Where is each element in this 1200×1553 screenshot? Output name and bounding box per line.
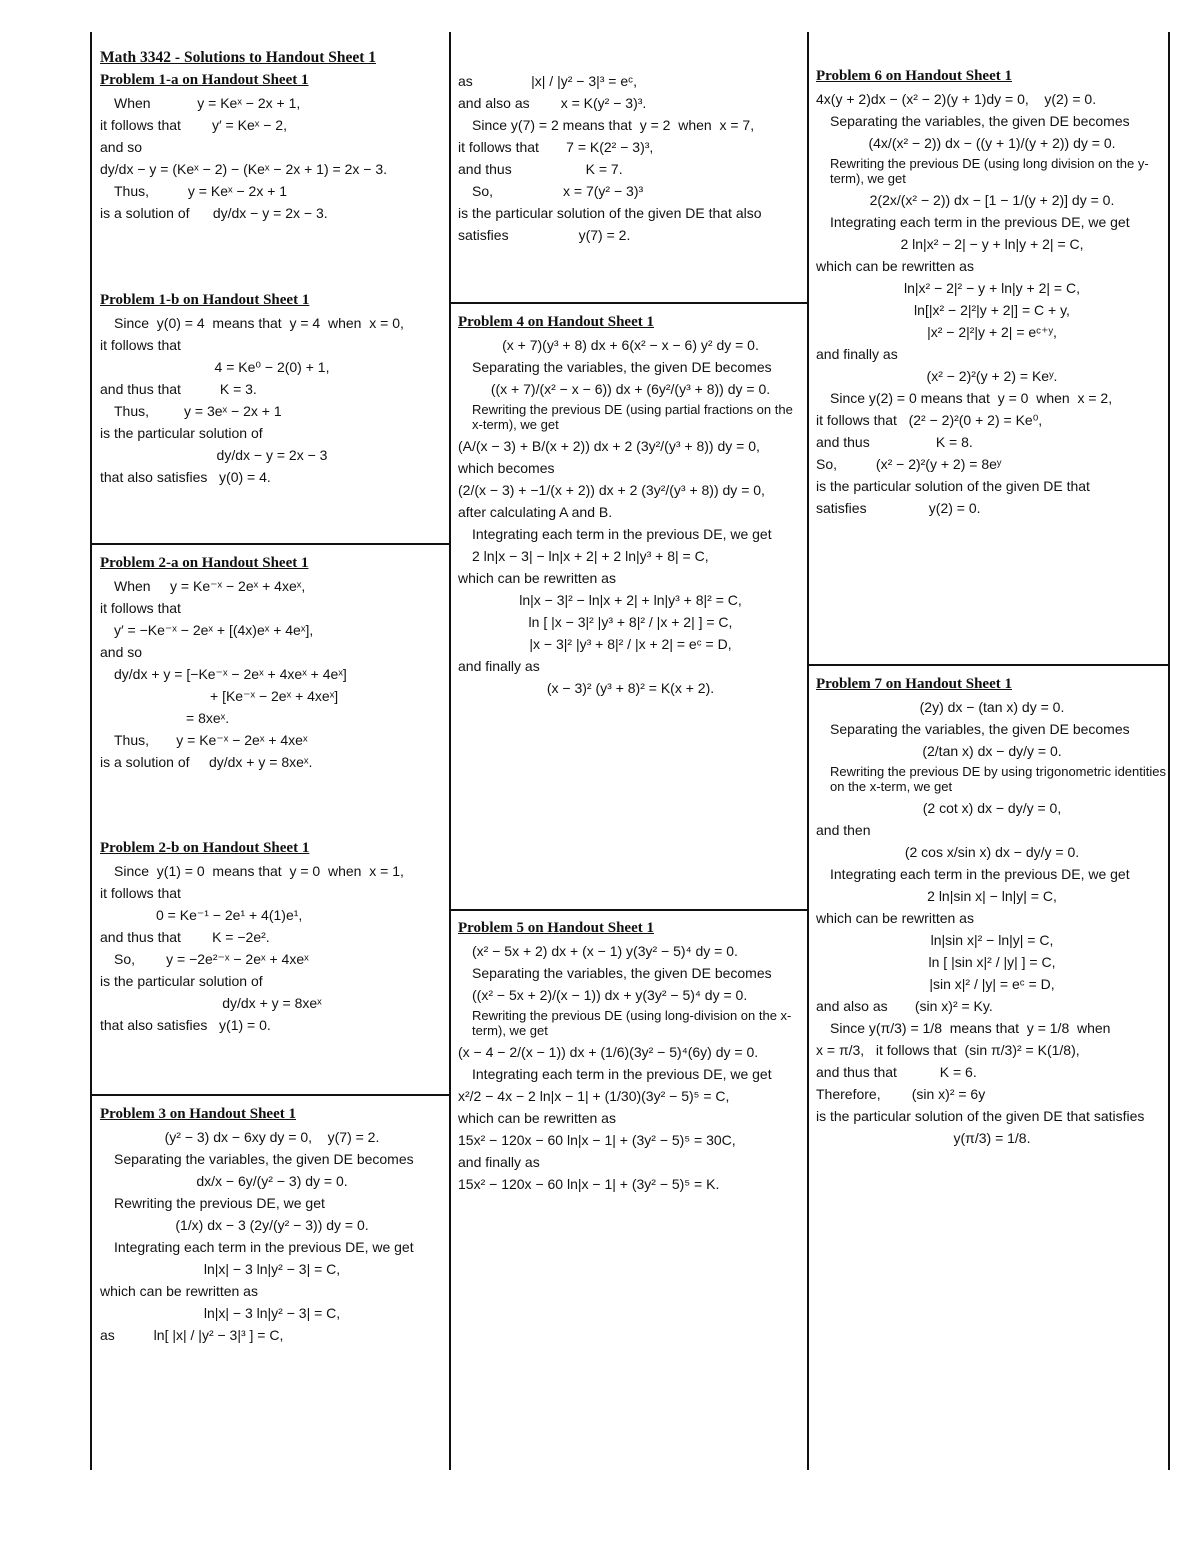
line: Rewriting the previous DE (using long division on the y-term), we get bbox=[830, 156, 1149, 186]
heading-problem-2b: Problem 2-b on Handout Sheet 1 bbox=[100, 840, 310, 856]
divider-p6-p7 bbox=[809, 664, 1168, 666]
line: Therefore, (sin x)² = 6y bbox=[816, 1086, 986, 1102]
line: (2 cos x/sin x) dx − dy/y = 0. bbox=[904, 844, 1080, 860]
section-problem-2a bbox=[100, 551, 444, 775]
line: Integrating each term in the previous DE, we get bbox=[472, 526, 772, 542]
line: Rewriting the previous DE (using long-division on the x-term), we get bbox=[472, 1008, 792, 1038]
line: which can be rewritten as bbox=[458, 570, 616, 586]
section-problem-5 bbox=[458, 916, 803, 1197]
heading-problem-5: Problem 5 on Handout Sheet 1 bbox=[458, 920, 654, 936]
line: 2 ln|x² − 2| − y + ln|y + 2| = C, bbox=[900, 236, 1084, 252]
section-problem-1b bbox=[100, 288, 444, 490]
line: ln [ |x − 3|² |y³ + 8|² / |x + 2| ] = C, bbox=[528, 614, 733, 630]
column-rule-right bbox=[807, 32, 809, 1470]
line: Separating the variables, the given DE becomes bbox=[830, 113, 1130, 129]
line: it follows that 7 = K(2² − 3)³, bbox=[458, 139, 654, 155]
line: ((x² − 5x + 2)/(x − 1)) dx + y(3y² − 5)⁴ dy = 0. bbox=[472, 987, 748, 1003]
line: (4x/(x² − 2)) dx − ((y + 1)/(y + 2)) dy = 0. bbox=[868, 135, 1116, 151]
line: Thus, y = 3eˣ − 2x + 1 bbox=[114, 403, 282, 419]
section-problem-1a bbox=[100, 42, 444, 226]
line: So, y = −2e²⁻ˣ − 2eˣ + 4xeˣ bbox=[114, 951, 309, 967]
line: after calculating A and B. bbox=[458, 504, 613, 520]
column-rule-left bbox=[90, 32, 92, 1470]
line: and finally as bbox=[458, 658, 540, 674]
line: is a solution of dy/dx + y = 8xeˣ. bbox=[100, 754, 313, 770]
line: it follows that bbox=[100, 885, 181, 901]
line: |sin x|² / |y| = eᶜ = D, bbox=[929, 976, 1055, 992]
line: 2(2x/(x² − 2)) dx − [1 − 1/(y + 2)] dy = 0. bbox=[869, 192, 1115, 208]
section-problem-7 bbox=[816, 672, 1168, 1151]
line: 4 = Ke⁰ − 2(0) + 1, bbox=[214, 359, 330, 375]
heading-problem-6: Problem 6 on Handout Sheet 1 bbox=[816, 68, 1012, 84]
line: Since y(2) = 0 means that y = 0 when x = 2, bbox=[830, 390, 1113, 406]
line: dy/dx − y = (Keˣ − 2) − (Keˣ − 2x + 1) = 2x − 3. bbox=[100, 161, 388, 177]
line: and thus K = 8. bbox=[816, 434, 973, 450]
line: 4x(y + 2)dx − (x² − 2)(y + 1)dy = 0, y(2) = 0. bbox=[816, 91, 1097, 107]
line: (2/(x − 3) + −1/(x + 2)) dx + 2 (3y²/(y³ + 8)) dy = 0, bbox=[458, 482, 765, 498]
line: (x − 3)² (y³ + 8)² = K(x + 2). bbox=[546, 680, 715, 696]
line: |x − 3|² |y³ + 8|² / |x + 2| = eᶜ = D, bbox=[529, 636, 732, 652]
line: dy/dx + y = [−Ke⁻ˣ − 2eˣ + 4xeˣ + 4eˣ] bbox=[114, 666, 347, 682]
line: satisfies y(7) = 2. bbox=[458, 227, 631, 243]
line: ln|x| − 3 ln|y² − 3| = C, bbox=[203, 1261, 341, 1277]
line: Rewriting the previous DE (using partial fractions on the x-term), we get bbox=[472, 402, 793, 432]
line: and also as (sin x)² = Ky. bbox=[816, 998, 993, 1014]
line: and then bbox=[816, 822, 871, 838]
line: dx/x − 6y/(y² − 3) dy = 0. bbox=[196, 1173, 348, 1189]
line: (x² − 5x + 2) dx + (x − 1) y(3y² − 5)⁴ dy = 0. bbox=[472, 943, 738, 959]
divider-p2-p3 bbox=[92, 1094, 449, 1096]
heading-problem-1a: Problem 1-a on Handout Sheet 1 bbox=[100, 72, 309, 88]
document-title: Math 3342 - Solutions to Handout Sheet 1 bbox=[100, 49, 377, 66]
heading-problem-2a: Problem 2-a on Handout Sheet 1 bbox=[100, 555, 309, 571]
line: and thus K = 7. bbox=[458, 161, 623, 177]
line: it follows that y′ = Keˣ − 2, bbox=[100, 117, 287, 133]
line: Since y(π/3) = 1/8 means that y = 1/8 when bbox=[830, 1020, 1111, 1036]
line: (x + 7)(y³ + 8) dx + 6(x² − x − 6) y² dy = 0. bbox=[502, 337, 759, 353]
line: 0 = Ke⁻¹ − 2e¹ + 4(1)e¹, bbox=[156, 907, 303, 923]
line: Integrating each term in the previous DE, we get bbox=[472, 1066, 772, 1082]
line: Since y(7) = 2 means that y = 2 when x = 7, bbox=[472, 117, 755, 133]
line: and so bbox=[100, 139, 143, 155]
line: as ln[ |x| / |y² − 3|³ ] = C, bbox=[100, 1327, 284, 1343]
line: (A/(x − 3) + B/(x + 2)) dx + 2 (3y²/(y³ + 8)) dy = 0, bbox=[458, 438, 760, 454]
line: and also as x = K(y² − 3)³. bbox=[458, 95, 647, 111]
heading-problem-1b: Problem 1-b on Handout Sheet 1 bbox=[100, 292, 310, 308]
line: dy/dx − y = 2x − 3 bbox=[216, 447, 328, 463]
line: and finally as bbox=[458, 1154, 540, 1170]
divider-p1-p2 bbox=[92, 543, 449, 545]
line: (2/tan x) dx − dy/y = 0. bbox=[922, 743, 1062, 759]
heading-problem-4: Problem 4 on Handout Sheet 1 bbox=[458, 314, 654, 330]
line: ln|sin x|² − ln|y| = C, bbox=[930, 932, 1054, 948]
line: Integrating each term in the previous DE, we get bbox=[830, 214, 1130, 230]
line: y′ = −Ke⁻ˣ − 2eˣ + [(4x)eˣ + 4eˣ], bbox=[114, 622, 314, 638]
line: is the particular solution of bbox=[100, 425, 263, 441]
line: 15x² − 120x − 60 ln|x − 1| + (3y² − 5)⁵ = 30C, bbox=[458, 1132, 736, 1148]
section-problem-2b bbox=[100, 836, 444, 1038]
line: is a solution of dy/dx − y = 2x − 3. bbox=[100, 205, 328, 221]
line: which can be rewritten as bbox=[458, 1110, 616, 1126]
line: 15x² − 120x − 60 ln|x − 1| + (3y² − 5)⁵ = K. bbox=[458, 1176, 720, 1192]
line: and thus that K = −2e². bbox=[100, 929, 270, 945]
line: Separating the variables, the given DE becomes bbox=[114, 1151, 414, 1167]
line: y(π/3) = 1/8. bbox=[953, 1130, 1031, 1146]
line: When y = Keˣ − 2x + 1, bbox=[114, 95, 301, 111]
heading-problem-7: Problem 7 on Handout Sheet 1 bbox=[816, 676, 1012, 692]
line: (x² − 2)²(y + 2) = Keʸ. bbox=[926, 368, 1058, 384]
line: Separating the variables, the given DE becomes bbox=[472, 965, 772, 981]
heading-problem-3: Problem 3 on Handout Sheet 1 bbox=[100, 1106, 296, 1122]
line: and thus that K = 3. bbox=[100, 381, 257, 397]
line: Rewriting the previous DE by using trigonometric identities on the x-term, we get bbox=[830, 764, 1166, 794]
line: which can be rewritten as bbox=[816, 910, 974, 926]
line: it follows that bbox=[100, 337, 181, 353]
line: So, (x² − 2)²(y + 2) = 8eʸ bbox=[816, 456, 1002, 472]
line: ln|x² − 2|² − y + ln|y + 2| = C, bbox=[903, 280, 1080, 296]
line: Rewriting the previous DE, we get bbox=[114, 1195, 325, 1211]
line: ln|x| − 3 ln|y² − 3| = C, bbox=[203, 1305, 341, 1321]
line: and finally as bbox=[816, 346, 898, 362]
line: Integrating each term in the previous DE, we get bbox=[830, 866, 1130, 882]
line: Since y(0) = 4 means that y = 4 when x = 0, bbox=[114, 315, 404, 331]
line: (2 cot x) dx − dy/y = 0, bbox=[922, 800, 1062, 816]
line: and thus that K = 6. bbox=[816, 1064, 977, 1080]
column-rule-far-right bbox=[1168, 32, 1170, 1470]
line: that also satisfies y(1) = 0. bbox=[100, 1017, 271, 1033]
line: Since y(1) = 0 means that y = 0 when x = 1, bbox=[114, 863, 404, 879]
line: is the particular solution of the given DE that also bbox=[458, 205, 762, 221]
line: ln[|x² − 2|²|y + 2|] = C + y, bbox=[914, 302, 1070, 318]
line: (x − 4 − 2/(x − 1)) dx + (1/6)(3y² − 5)⁴(6y) dy = 0. bbox=[458, 1044, 759, 1060]
line: x²/2 − 4x − 2 ln|x − 1| + (1/30)(3y² − 5)⁵ = C, bbox=[458, 1088, 730, 1104]
line: x = π/3, it follows that (sin π/3)² = K(1/8), bbox=[816, 1042, 1080, 1058]
line: So, x = 7(y² − 3)³ bbox=[472, 183, 644, 199]
column-rule-middle bbox=[449, 32, 451, 1470]
section-problem-3-continued bbox=[458, 72, 803, 248]
line: (1/x) dx − 3 (2y/(y² − 3)) dy = 0. bbox=[175, 1217, 369, 1233]
divider-p3-p4 bbox=[451, 302, 807, 304]
line: = 8xeˣ. bbox=[186, 710, 230, 726]
line: 2 ln|sin x| − ln|y| = C, bbox=[927, 888, 1057, 904]
line: ln [ |sin x|² / |y| ] = C, bbox=[928, 954, 1056, 970]
line: |x² − 2|²|y + 2| = eᶜ⁺ʸ, bbox=[927, 324, 1057, 340]
line: ln|x − 3|² − ln|x + 2| + ln|y³ + 8|² = C, bbox=[519, 592, 742, 608]
line: as |x| / |y² − 3|³ = eᶜ, bbox=[458, 73, 637, 89]
line: and so bbox=[100, 644, 143, 660]
section-problem-6 bbox=[816, 64, 1168, 521]
line: + [Ke⁻ˣ − 2eˣ + 4xeˣ] bbox=[210, 688, 339, 704]
line: Separating the variables, the given DE becomes bbox=[472, 359, 772, 375]
line: is the particular solution of the given DE that bbox=[816, 478, 1090, 494]
line: ((x + 7)/(x² − x − 6)) dx + (6y²/(y³ + 8)) dy = 0. bbox=[490, 381, 771, 397]
section-problem-4 bbox=[458, 310, 803, 701]
line: dy/dx + y = 8xeˣ bbox=[222, 995, 322, 1011]
line: that also satisfies y(0) = 4. bbox=[100, 469, 271, 485]
line: Separating the variables, the given DE becomes bbox=[830, 721, 1130, 737]
line: which becomes bbox=[458, 460, 555, 476]
line: which can be rewritten as bbox=[100, 1283, 258, 1299]
section-problem-3 bbox=[100, 1102, 444, 1348]
line: is the particular solution of the given DE that satisfies bbox=[816, 1108, 1145, 1124]
line: (y² − 3) dx − 6xy dy = 0, y(7) = 2. bbox=[164, 1129, 380, 1145]
line: it follows that (2² − 2)²(0 + 2) = Ke⁰, bbox=[816, 412, 1043, 428]
line: Thus, y = Ke⁻ˣ − 2eˣ + 4xeˣ bbox=[114, 732, 308, 748]
line: satisfies y(2) = 0. bbox=[816, 500, 981, 516]
divider-p4-p5 bbox=[451, 909, 807, 911]
line: is the particular solution of bbox=[100, 973, 263, 989]
line: it follows that bbox=[100, 600, 181, 616]
line: When y = Ke⁻ˣ − 2eˣ + 4xeˣ, bbox=[114, 578, 306, 594]
line: (2y) dx − (tan x) dy = 0. bbox=[919, 699, 1065, 715]
line: 2 ln|x − 3| − ln|x + 2| + 2 ln|y³ + 8| = C, bbox=[472, 548, 709, 564]
line: Integrating each term in the previous DE, we get bbox=[114, 1239, 414, 1255]
line: which can be rewritten as bbox=[816, 258, 974, 274]
line: Thus, y = Keˣ − 2x + 1 bbox=[114, 183, 288, 199]
